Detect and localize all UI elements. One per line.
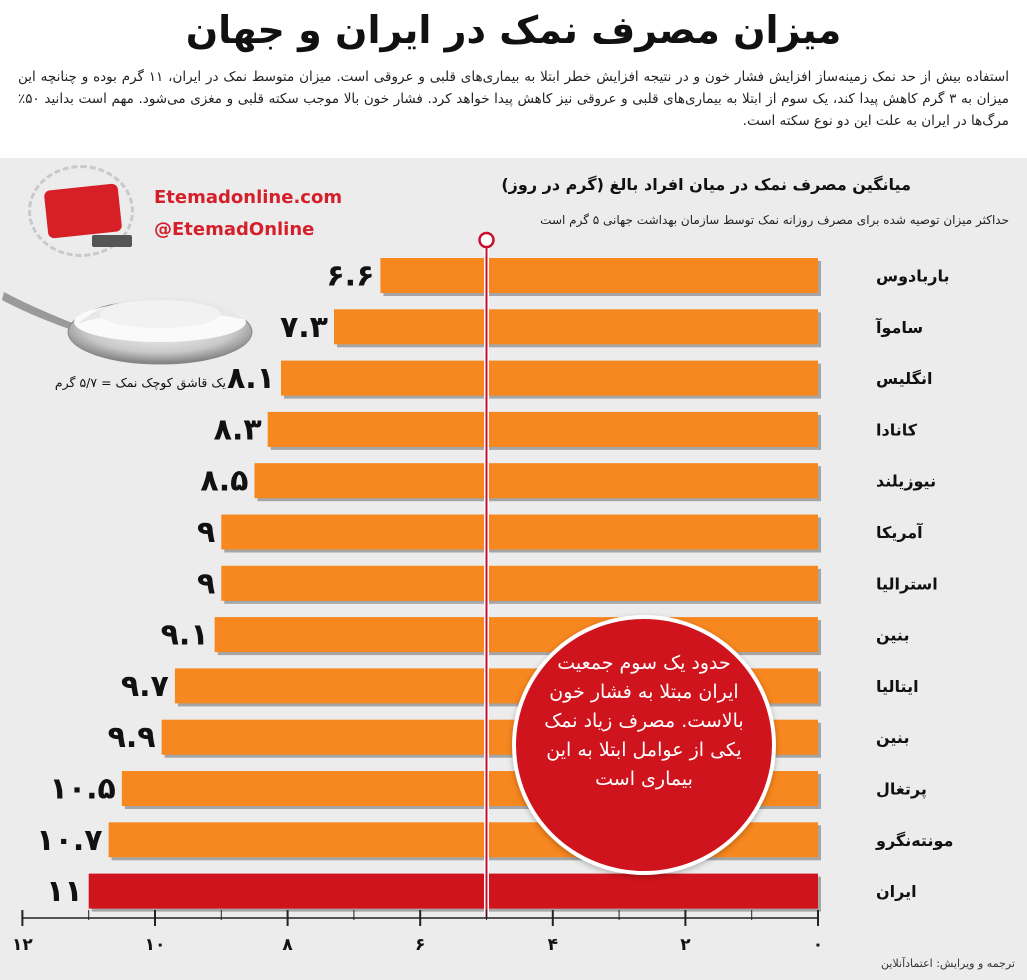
value-label: ۹.۱	[160, 617, 209, 653]
category-label: نیوزیلند	[876, 471, 937, 491]
category-label: ایتالیا	[876, 676, 919, 696]
value-label: ۱۰.۷	[36, 822, 103, 858]
callout-text: حدود یک سوم جمعیت ایران مبتلا به فشار خون بالاست. مصرف زیاد نمک یکی از عوامل ابتلا به این بیماری است	[544, 652, 744, 790]
spoon-label: یک قاشق کوچک نمک = ۵/۷ گرم	[54, 375, 226, 390]
value-label: ۶.۶	[326, 258, 375, 294]
bar-5	[221, 515, 818, 550]
reference-marker-icon	[480, 233, 494, 247]
x-tick-label: ۴	[547, 935, 558, 955]
value-label: ۹	[196, 566, 216, 602]
value-label: ۹.۷	[120, 668, 169, 704]
value-label: ۹	[196, 515, 216, 550]
value-label: ۸.۱	[226, 361, 275, 397]
bar-3	[268, 412, 818, 447]
category-label: باربادوس	[876, 266, 950, 286]
x-tick-label: ۱۰	[144, 935, 166, 955]
intro-paragraph: استفاده بیش از حد نمک زمینه‌ساز افزایش فشار خون و در نتیجه افزایش خطر ابتلا به بیماری‌های قلبی و عروقی است. میزان متوسط نمک در ایران، ۱۱ گرم بوده و چنانچه این میزان به ۳ گرم کاهش پیدا کند، یک سوم از ابتلا به بیماری‌های قلبی و عروقی نیز کاهش پیدا خواهد کرد. فشار خون بالا موجب سکته قلبی و مغزی می‌شود. مهم است بدانید ۵۰٪ مرگ‌ها در ایران به علت این دو نوع سکته است.	[18, 69, 1009, 129]
category-label: ایران	[876, 882, 917, 902]
value-label: ۸.۵	[200, 463, 249, 499]
bar-2	[281, 361, 818, 396]
chart-title: میانگین مصرف نمک در میان افراد بالغ (گرم در روز)	[501, 175, 911, 194]
category-label: مونته‌نگرو	[876, 830, 954, 850]
category-label: ساموآ	[876, 317, 924, 337]
x-tick-label: ۶	[415, 935, 426, 955]
value-label: ۸.۳	[213, 412, 262, 448]
bar-4	[254, 463, 818, 498]
value-label: ۷.۳	[279, 309, 329, 345]
bar-12	[89, 874, 818, 909]
value-label: ۹.۹	[107, 720, 156, 756]
bar-1	[334, 309, 818, 344]
callout-circle	[512, 615, 776, 875]
category-label: بنین	[876, 728, 910, 748]
social-handle[interactable]: @EtemadOnline	[154, 219, 315, 240]
category-label: کانادا	[876, 420, 918, 440]
x-tick-label: ۱۲	[12, 935, 33, 955]
x-tick-label: ۰	[812, 935, 824, 955]
value-label: ۱۱	[46, 874, 83, 910]
website-link[interactable]: Etemadonline.com	[154, 187, 343, 208]
x-tick-label: ۲	[680, 935, 691, 955]
category-label: آمریکا	[876, 523, 923, 542]
category-label: انگلیس	[876, 369, 933, 389]
x-tick-label: ۸	[282, 935, 293, 955]
category-label: استرالیا	[876, 574, 938, 594]
page-title: میزان مصرف نمک در ایران و جهان	[185, 8, 842, 52]
credit-line: ترجمه و ویرایش: اعتمادآنلاین	[881, 957, 1015, 970]
bar-0	[380, 258, 818, 293]
category-label: بنین	[876, 625, 910, 645]
chart-subtitle: حداکثر میزان توصیه شده برای مصرف روزانه نمک توسط سازمان بهداشت جهانی ۵ گرم است	[540, 213, 1009, 227]
category-label: پرتغال	[876, 779, 927, 799]
value-label: ۱۰.۵	[49, 771, 116, 807]
bar-6	[221, 566, 818, 601]
